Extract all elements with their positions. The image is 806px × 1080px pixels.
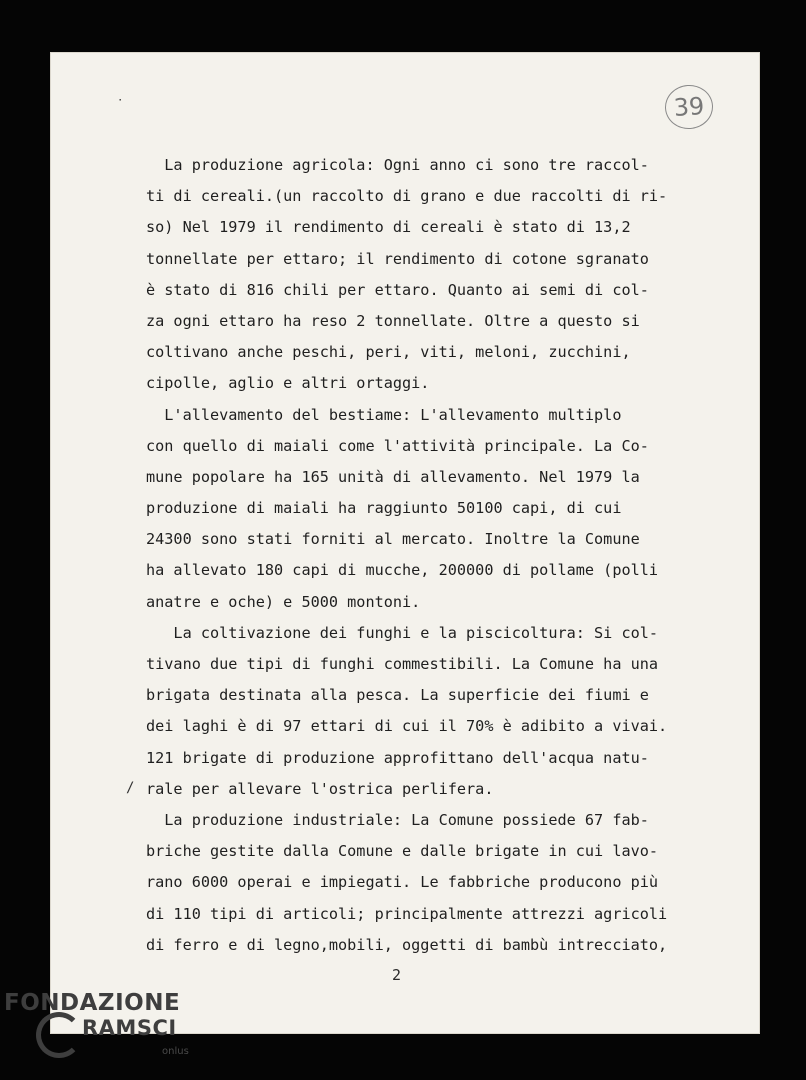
text-line: rale per allevare l'ostrica perlifera. xyxy=(146,779,494,798)
text-line: brigata destinata alla pesca. La superficie dei fiumi e xyxy=(146,686,649,705)
text-line: è stato di 816 chili per ettaro. Quanto ai semi di col- xyxy=(146,280,649,299)
text-line: so) Nel 1979 il rendimento di cereali è stato di 13,2 xyxy=(146,218,631,237)
fondazione-gramsci-logo xyxy=(4,990,204,1075)
text-line: con quello di maiali come l'attività principale. La Co- xyxy=(146,436,649,455)
text-line: L'allevamento del bestiame: L'allevamento multiplo xyxy=(146,405,622,424)
text-line: tonnellate per ettaro; il rendimento di cotone sgranato xyxy=(146,249,649,268)
typewritten-text xyxy=(146,150,706,961)
text-line: 24300 sono stati forniti al mercato. Inoltre la Comune xyxy=(146,530,640,549)
logo-line2: RAMSCI xyxy=(82,1016,177,1040)
folio-number: 39 xyxy=(664,83,715,130)
page-number: 2 xyxy=(392,966,402,984)
text-line: La produzione agricola: Ogni anno ci sono tre raccol- xyxy=(146,156,649,174)
logo-line1: FONDAZIONE xyxy=(4,990,181,1016)
text-line: briche gestite dalla Comune e dalle brigate in cui lavo- xyxy=(146,842,659,861)
text-line: anatre e oche) e 5000 montoni. xyxy=(146,592,421,611)
logo-sub: onlus xyxy=(162,1046,189,1057)
text-line: La coltivazione dei funghi e la piscicoltura: Si col- xyxy=(146,623,659,642)
ink-mark: ˙ xyxy=(116,98,125,114)
text-line: coltivano anche peschi, peri, viti, meloni, zucchini, xyxy=(146,343,631,362)
text-line: dei laghi è di 97 ettari di cui il 70% è adibito a vivai. xyxy=(146,717,668,736)
text-line: 121 brigate di produzione approfittano dell'acqua natu- xyxy=(146,748,649,767)
text-line: ha allevato 180 capi di mucche, 200000 di pollame (polli xyxy=(146,561,659,580)
ink-mark: / xyxy=(126,780,135,796)
text-line: produzione di maiali ha raggiunto 50100 capi, di cui xyxy=(146,499,622,518)
text-line: ti di cereali.(un raccolto di grano e due raccolti di ri- xyxy=(146,187,668,206)
text-line: mune popolare ha 165 unità di allevamento. Nel 1979 la xyxy=(146,467,640,486)
text-line: La produzione industriale: La Comune possiede 67 fab- xyxy=(146,810,649,829)
text-line: di ferro e di legno,mobili, oggetti di bambù intrecciato, xyxy=(146,935,668,954)
logo-g-icon xyxy=(36,1012,82,1058)
text-line: di 110 tipi di articoli; principalmente attrezzi agricoli xyxy=(146,904,668,923)
text-line: za ogni ettaro ha reso 2 tonnellate. Oltre a questo si xyxy=(146,311,640,330)
text-line: cipolle, aglio e altri ortaggi. xyxy=(146,374,430,393)
text-line: rano 6000 operai e impiegati. Le fabbriche producono più xyxy=(146,873,659,892)
text-line: tivano due tipi di funghi commestibili. La Comune ha una xyxy=(146,655,659,673)
